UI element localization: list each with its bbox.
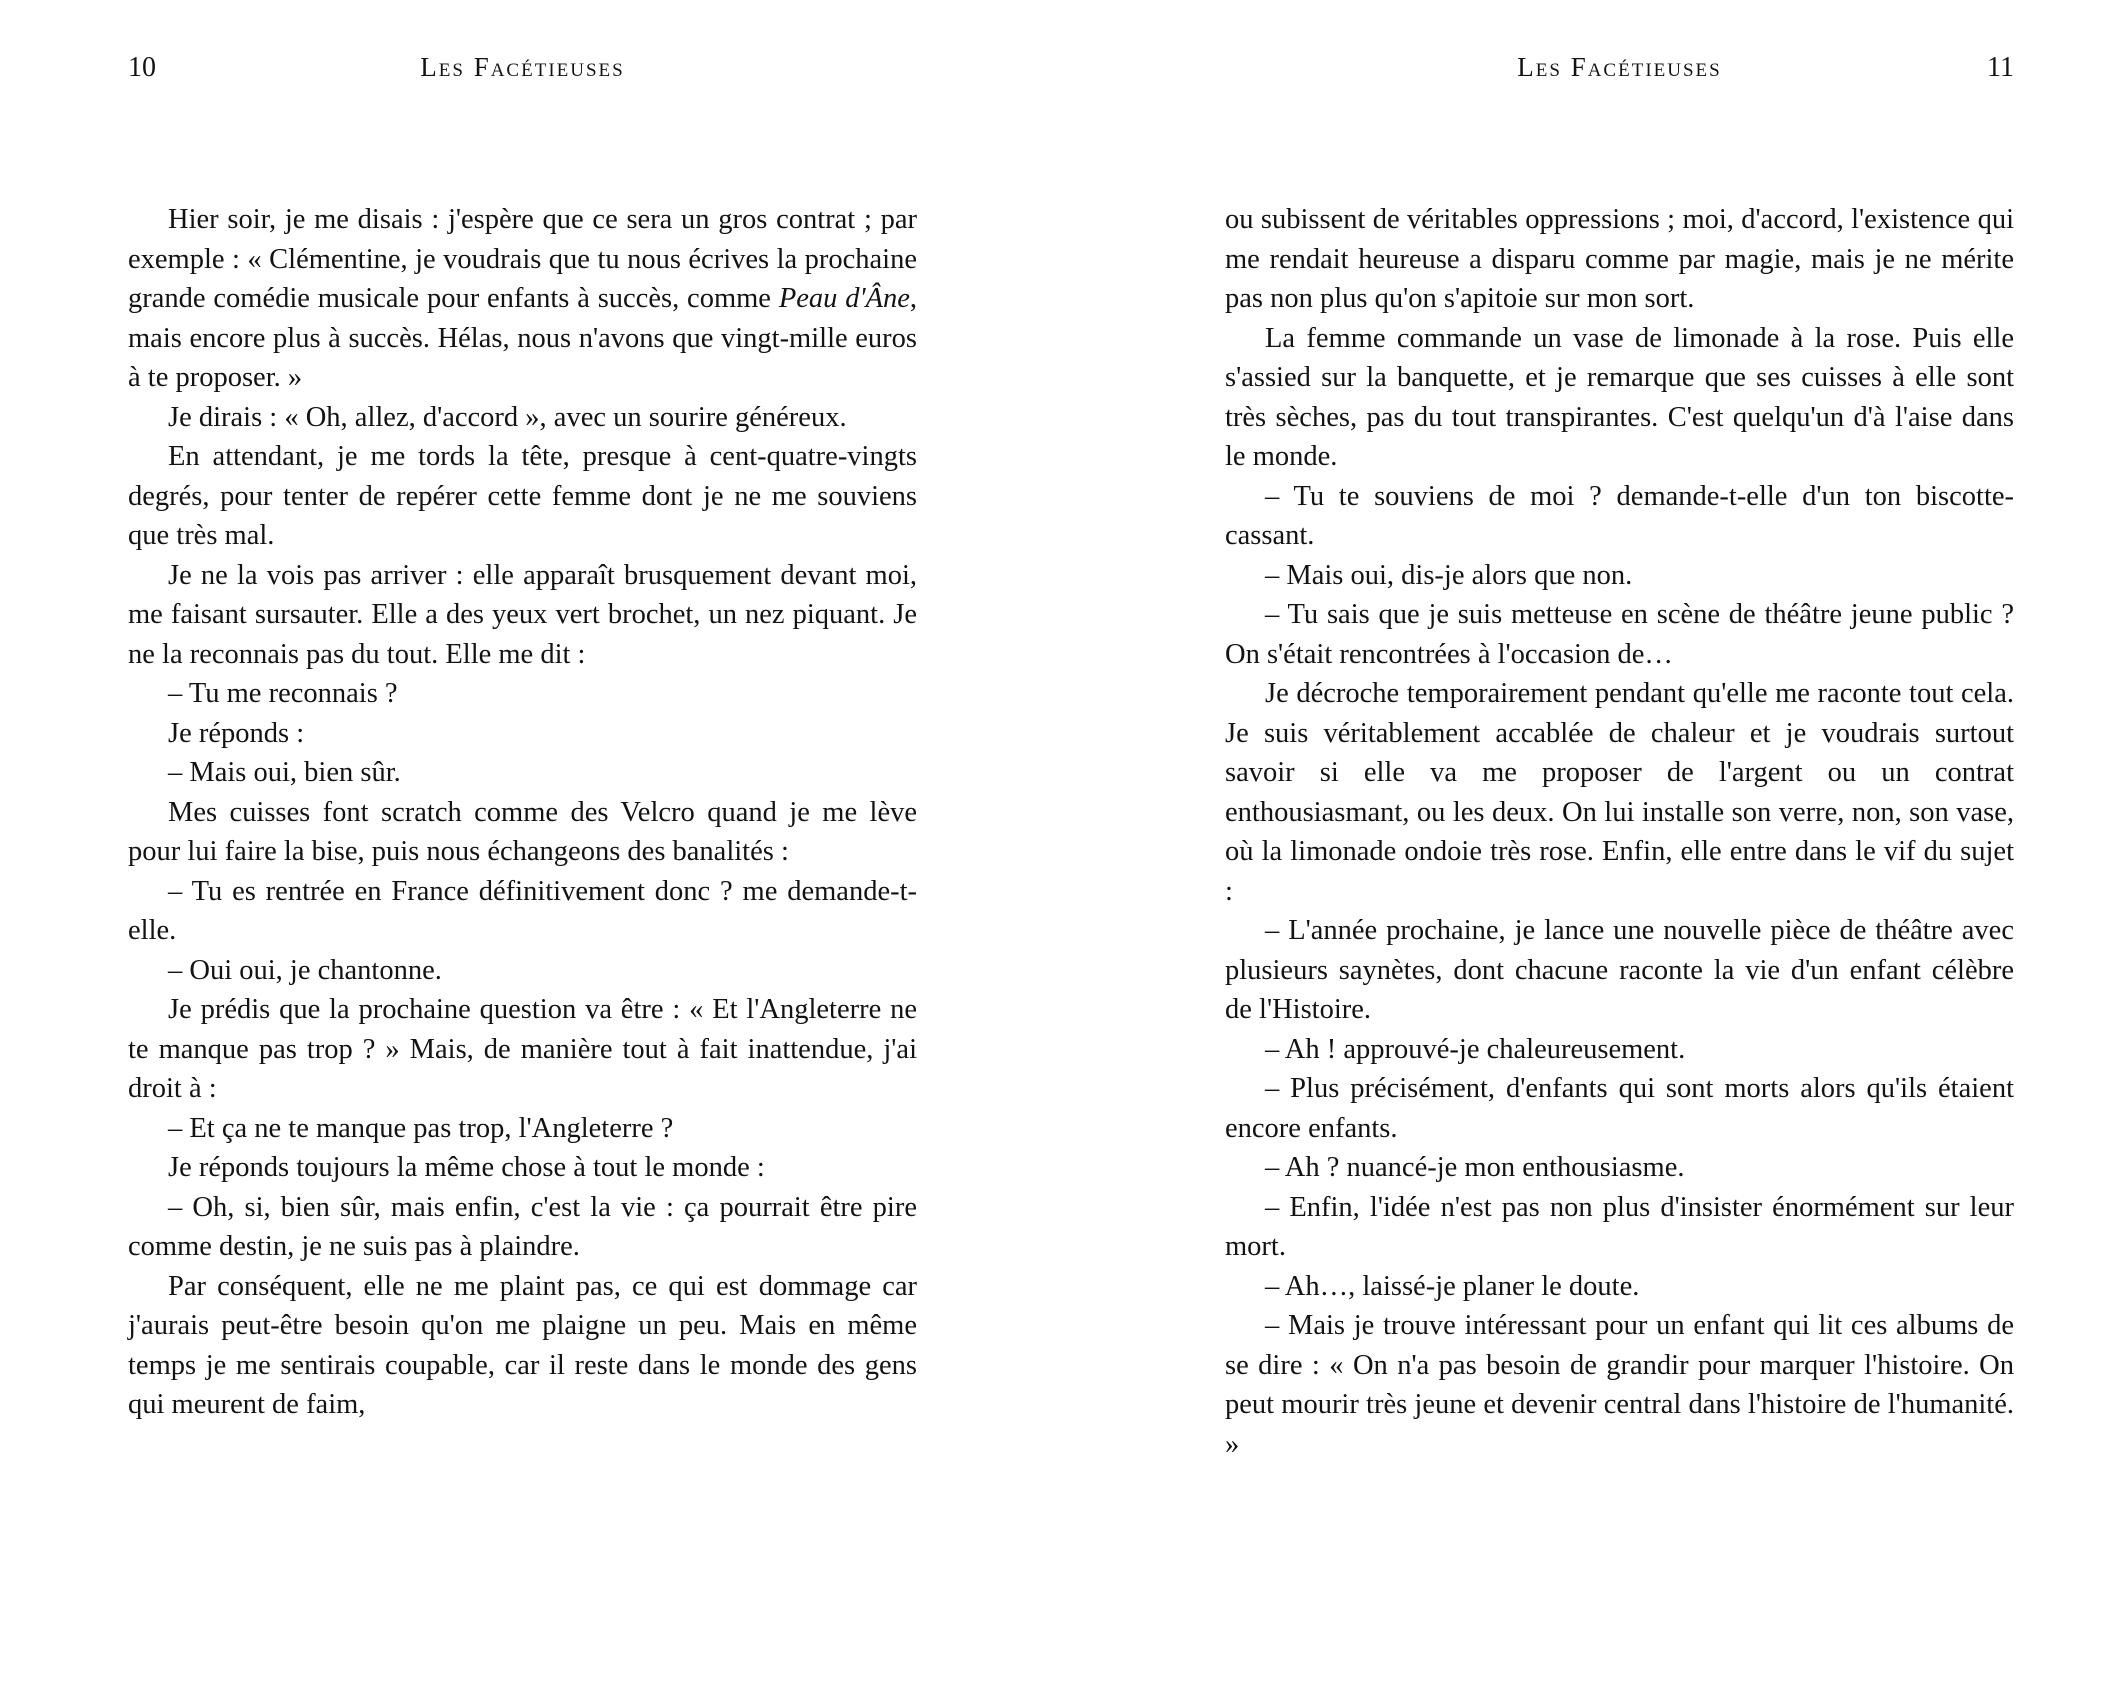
paragraph	[128, 714, 917, 754]
paragraph	[128, 556, 917, 675]
paragraph	[128, 1109, 917, 1149]
page-number: 10	[128, 52, 156, 83]
paragraph	[1225, 1267, 2014, 1307]
paragraph	[1225, 911, 2014, 1030]
text-run: – Plus précisément, d'enfants qui sont morts alors qu'ils étaient encore enfants.	[1225, 1073, 2014, 1144]
paragraph	[128, 872, 917, 951]
text-run: – Enfin, l'idée n'est pas non plus d'insister énormément sur leur mort.	[1225, 1191, 2014, 1262]
text-run: Hier soir, je me disais : j'espère que ce sera un gros contrat ; par exemple : « Clémentine, je voudrais que tu nous écrives la prochaine grande comédie musicale pour enfants à succès, comme	[128, 204, 917, 314]
text-run: – Ah ? nuancé-je mon enthousiasme.	[1265, 1152, 1685, 1183]
paragraph	[1225, 674, 2014, 911]
paragraph	[128, 1148, 917, 1188]
text-run: – Ah…, laissé-je planer le doute.	[1265, 1270, 1640, 1302]
text-run: – Tu es rentrée en France définitivement donc ? me demande-t-elle.	[128, 875, 917, 946]
text-run: Je réponds :	[168, 717, 305, 749]
running-title: Les Facétieuses	[1517, 52, 1722, 82]
text-run: Je prédis que la prochaine question va être : « Et l'Angleterre ne te manque pas trop ? » Mais, de manière tout à fait inattendue, j'ai droit à :	[128, 994, 917, 1104]
text-run: Je dirais : « Oh, allez, d'accord », avec un sourire généreux.	[168, 401, 847, 433]
paragraph	[128, 951, 917, 991]
text-run: – Oh, si, bien sûr, mais enfin, c'est la vie : ça pourrait être pire comme destin, je ne suis pas à plaindre.	[128, 1191, 917, 1262]
text-run: – Ah ! approuvé-je chaleureusement.	[1265, 1033, 1686, 1065]
text-run: – Oui oui, je chantonne.	[168, 954, 442, 986]
paragraph	[128, 753, 917, 793]
page-body	[128, 200, 917, 1425]
paragraph	[1225, 1030, 2014, 1070]
paragraph	[1225, 1069, 2014, 1148]
text-run: Je ne la vois pas arriver : elle apparaît brusquement devant moi, me faisant sursauter. Elle a des yeux vert brochet, un nez piquant. Je ne la reconnais pas du tout. Elle me dit :	[128, 559, 917, 670]
text-run: – Tu sais que je suis metteuse en scène de théâtre jeune public ? On s'était rencontrées à l'occasion de…	[1225, 599, 2014, 670]
text-run: En attendant, je me tords la tête, presque à cent-quatre-vingts degrés, pour tenter de repérer cette femme dont je ne me souviens que très mal.	[128, 441, 917, 551]
text-run: La femme commande un vase de limonade à la rose. Puis elle s'assied sur la banquette, et je remarque que ses cuisses à elle sont très sèches, pas du tout transpirantes. C'est quelqu'un d'à l'aise dans le monde.	[1225, 322, 2014, 472]
text-run: Par conséquent, elle ne me plaint pas, ce qui est dommage car j'aurais peut-être besoin qu'on me plaigne un peu. Mais en même temps je me sentirais coupable, car il reste dans le monde des gens qui meurent de faim,	[128, 1270, 917, 1420]
paragraph	[1225, 595, 2014, 674]
text-run: ou subissent de véritables oppressions ; moi, d'accord, l'existence qui me rendait heureuse a disparu comme par magie, mais je ne mérite pas non plus qu'on s'apitoie sur mon sort.	[1225, 204, 2014, 314]
page-right	[1063, 0, 2126, 1693]
text-run: Mes cuisses font scratch comme des Velcro quand je me lève pour lui faire la bise, puis nous échangeons des banalités :	[128, 796, 917, 867]
page-number: 11	[1987, 52, 2014, 83]
paragraph	[128, 200, 917, 398]
page-body	[1225, 200, 2014, 1464]
paragraph	[1225, 200, 2014, 319]
page-header-left	[128, 52, 917, 88]
paragraph	[1225, 319, 2014, 477]
paragraph	[1225, 1306, 2014, 1464]
text-run: – L'année prochaine, je lance une nouvelle pièce de théâtre avec plusieurs saynètes, dont chacune raconte la vie d'un enfant célèbre de l'Histoire.	[1225, 915, 2014, 1025]
page-header-right	[1225, 52, 2014, 88]
text-run: – Mais oui, bien sûr.	[168, 757, 401, 788]
paragraph	[1225, 556, 2014, 596]
text-run: , mais encore plus à succès. Hélas, nous n'avons que vingt-mille euros à te proposer. »	[128, 283, 918, 393]
text-run: – Mais oui, dis-je alors que non.	[1265, 559, 1633, 591]
text-run: Je décroche temporairement pendant qu'elle me raconte tout cela. Je suis véritablement accablée de chaleur et je voudrais surtout savoir si elle va me proposer de l'argent ou un contrat enthousiasmant, ou les deux. On lui installe son verre, non, son vase, où la limonade ondoie très rose. Enfin, elle entre dans le vif du sujet :	[1225, 678, 2014, 907]
paragraph	[128, 437, 917, 556]
paragraph	[128, 1188, 917, 1267]
text-run: Je réponds toujours la même chose à tout le monde :	[168, 1152, 765, 1183]
text-run: – Mais je trouve intéressant pour un enfant qui lit ces albums de se dire : « On n'a pas besoin de grandir pour marquer l'histoire. On peut mourir très jeune et devenir central dans l'histoire de l'humanité. »	[1225, 1310, 2014, 1460]
text-run: – Tu te souviens de moi ? demande-t-elle d'un ton biscotte-cassant.	[1225, 480, 2014, 551]
paragraph	[1225, 477, 2014, 556]
paragraph	[128, 990, 917, 1109]
paragraph	[128, 398, 917, 438]
paragraph	[1225, 1148, 2014, 1188]
paragraph	[1225, 1188, 2014, 1267]
text-run: – Et ça ne te manque pas trop, l'Angleterre ?	[168, 1112, 674, 1144]
running-title: Les Facétieuses	[420, 52, 625, 82]
paragraph	[128, 793, 917, 872]
paragraph	[128, 674, 917, 714]
paragraph	[128, 1267, 917, 1425]
text-run: – Tu me reconnais ?	[168, 678, 398, 709]
italic-text-run: Peau d'Âne	[778, 283, 910, 314]
